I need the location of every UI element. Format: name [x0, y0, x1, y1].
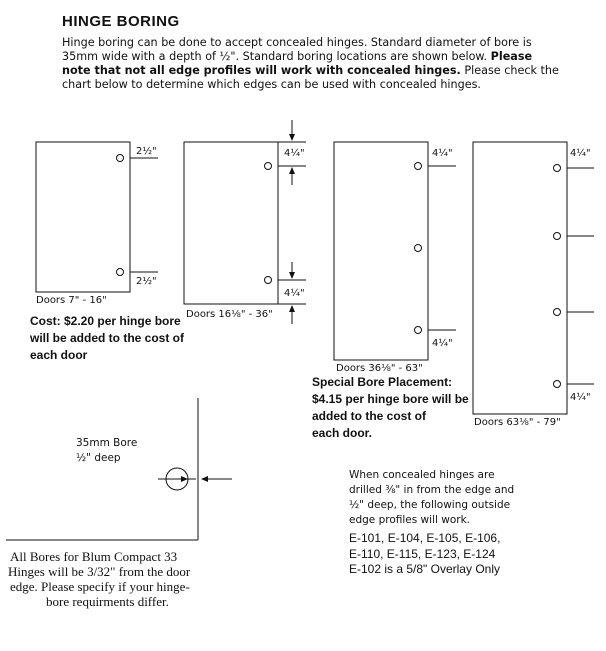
blum-note [8, 549, 288, 609]
intro-text-2: Please check the chart below to determine which edges can be used with concealed hinges. [62, 64, 559, 91]
special-note-line: added to the cost of [312, 409, 426, 423]
door-4-bottom-dim: 4¼" [570, 392, 591, 403]
cost-note-line: each door [30, 348, 88, 362]
door-4-caption: Doors 63⅛" - 79" [474, 417, 561, 428]
door-3-bore-bottom [415, 327, 422, 334]
door-1-bore-bottom [117, 269, 124, 276]
door-4-bore-3 [554, 309, 561, 316]
blum-note-line: edge. Please specify if your hinge- [10, 579, 190, 594]
door-3-bore-top [415, 163, 422, 170]
door-3-outline [334, 142, 428, 360]
door-1-caption: Doors 7" - 16" [36, 295, 107, 306]
special-note-line: Special Bore Placement: [312, 375, 453, 389]
door-4-outline [473, 142, 567, 414]
cost-note [30, 313, 184, 364]
door-2-bottom-dim: 4¼" [284, 288, 305, 299]
door-1-top-dim: 2½" [136, 146, 157, 157]
edge-list-line: E-110, E-115, E-123, E-124 [349, 546, 496, 561]
bore-label [76, 436, 137, 466]
door-2-top-dim: 4¼" [284, 148, 305, 159]
door-4-top-dim: 4¼" [570, 148, 591, 159]
edge-list-line: E-102 is a 5/8" Overlay Only [349, 562, 500, 576]
page-title: HINGE BORING [62, 13, 180, 30]
special-note-line: $4.15 per hinge bore will be [312, 392, 469, 406]
door-3-top-dim: 4¼" [432, 148, 453, 159]
edge-intro-line: When concealed hinges are [349, 469, 495, 481]
edge-list-line: E-101, E-104, E-105, E-106, [349, 531, 501, 545]
door-2-bore-bottom [265, 277, 272, 284]
edge-profile-list [349, 531, 500, 578]
door-3-bottom-dim: 4¼" [432, 338, 453, 349]
door-1-bore-top [117, 155, 124, 162]
blum-note-line: bore requirments differ. [46, 594, 169, 609]
cost-note-line: will be added to the cost of [30, 331, 185, 345]
edge-intro-line: drilled ⅜" in from the edge and [349, 484, 515, 496]
bore-label-line: ½" deep [76, 452, 121, 464]
door-2-bore-top [265, 163, 272, 170]
bore-label-line: 35mm Bore [76, 437, 138, 449]
blum-note-line: All Bores for Blum Compact 33 [10, 549, 178, 564]
door-3-caption: Doors 36⅛" - 63" [336, 363, 423, 374]
door-2-caption: Doors 16⅛" - 36" [186, 309, 273, 320]
edge-intro-line: edge profiles will work. [349, 514, 470, 526]
intro-text-1: Hinge boring can be done to accept concealed hinges. Standard diameter of bore is 35mm wide with a depth of ½". Standard boring locations are shown below. [62, 36, 532, 63]
intro-bold-note: Please note that not all edge profiles will work with concealed hinges. [62, 50, 533, 77]
blum-note-line: Hinges will be 3/32" from the door [8, 564, 191, 579]
special-note-line: each door. [312, 426, 373, 440]
door-1-outline [36, 142, 130, 292]
door-4-bore-2 [554, 233, 561, 240]
edge-intro-line: ½" deep, the following outside [349, 499, 511, 511]
door-4-bore-1 [554, 165, 561, 172]
door-2-outline [184, 142, 278, 304]
edge-profile-intro [349, 468, 514, 528]
door-3-bore-mid [415, 245, 422, 252]
door-4-bore-4 [554, 381, 561, 388]
special-bore-note [312, 374, 469, 442]
cost-note-line: Cost: $2.20 per hinge bore [30, 314, 181, 328]
door-1-bottom-dim: 2½" [136, 276, 157, 287]
